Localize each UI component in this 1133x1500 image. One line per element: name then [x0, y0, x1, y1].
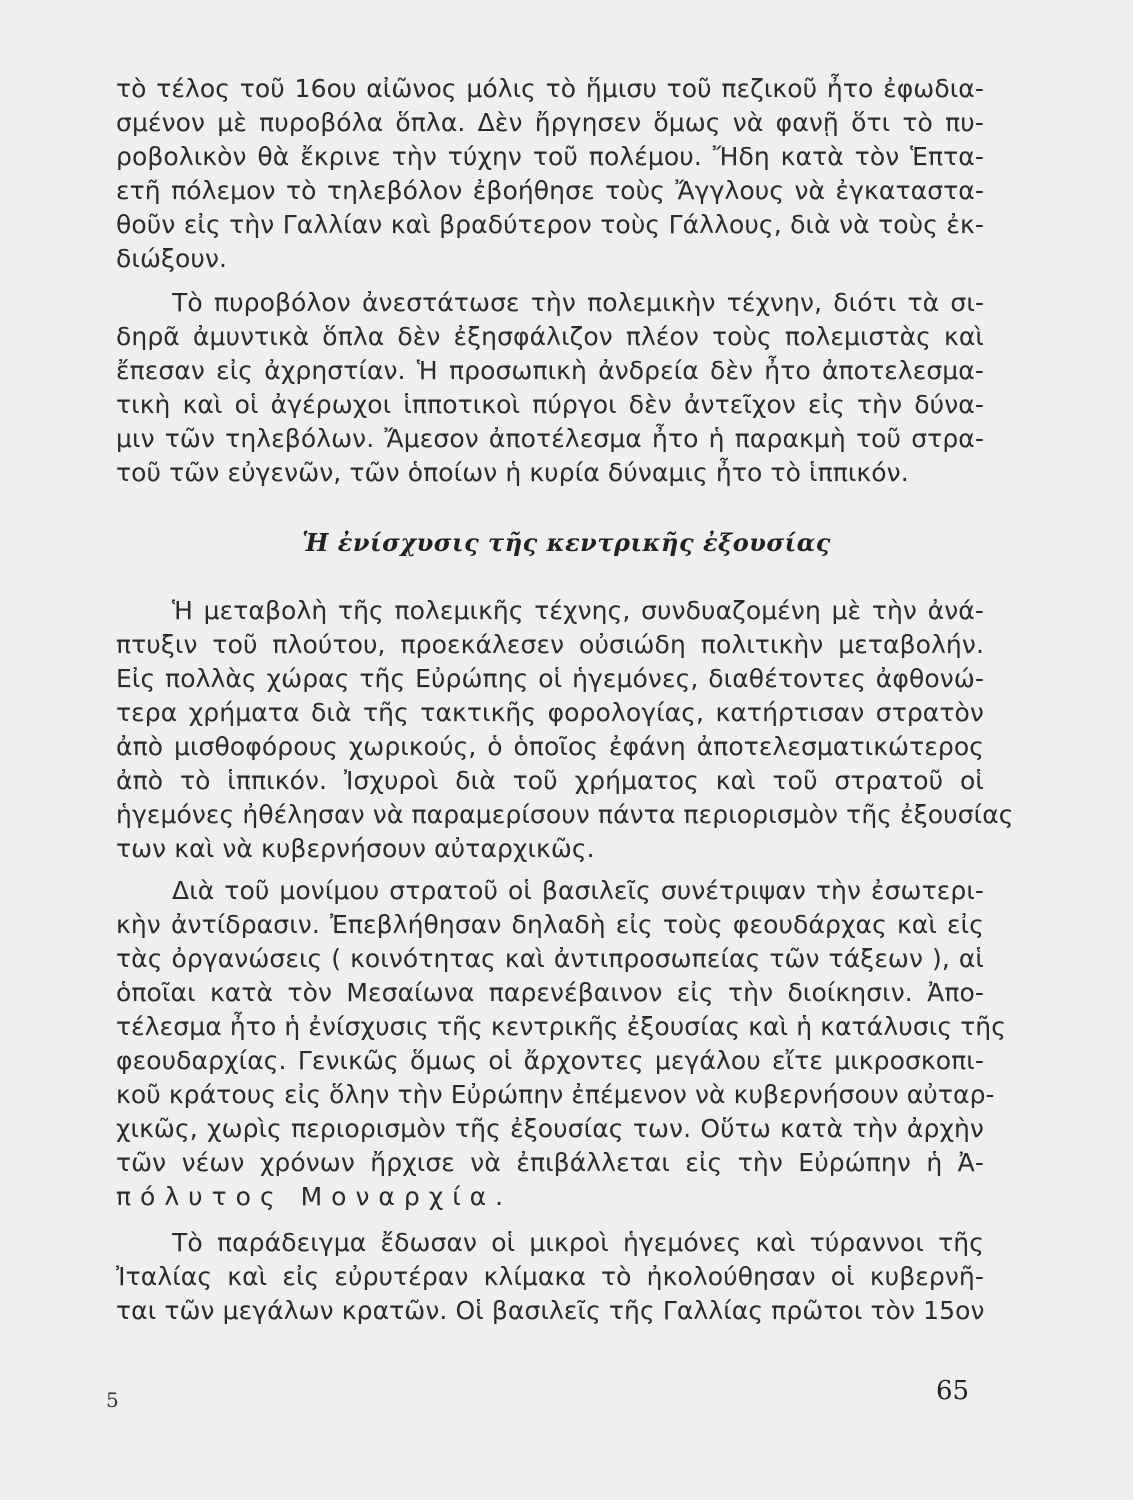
- text-line: τοῦ τῶν εὐγενῶν, τῶν ὁποίων ἡ κυρία δύναμις ἦτο τὸ ἱππικόν.: [116, 458, 909, 487]
- paragraph-5: [116, 1226, 984, 1328]
- text-line: τικὴ καὶ οἱ ἀγέρωχοι ἱπποτικοὶ πύργοι δὲν ἀντεῖχον εἰς τὴν δύνα-: [116, 390, 984, 419]
- text-line: Εἰς πολλὰς χώρας τῆς Εὐρώπης οἱ ἡγεμόνες, διαθέτοντες ἀφθονώ-: [116, 664, 984, 693]
- text-line: μιν τῶν τηλεβόλων. Ἄμεσον ἀποτέλεσμα ἦτο ἡ παρακμὴ τοῦ στρα-: [116, 424, 984, 453]
- paragraph-1: [116, 72, 984, 276]
- spaced-phrase: πόλυτος Μοναρχία: [116, 1182, 496, 1211]
- signature-mark: 5: [106, 1388, 119, 1412]
- text-line: των καὶ νὰ κυβερνήσουν αὐταρχικῶς.: [116, 834, 595, 863]
- sentence-end: .: [495, 1182, 504, 1211]
- text-line: ἀπὸ μισθοφόρους χωρικούς, ὁ ὁποῖος ἐφάνη ἀποτελεσματικώτερος: [116, 732, 984, 761]
- text-line: Τὸ παράδειγμα ἔδωσαν οἱ μικροὶ ἡγεμόνες καὶ τύραννοι τῆς: [172, 1228, 984, 1257]
- text-line: ἀπὸ τὸ ἱππικόν. Ἰσχυροὶ διὰ τοῦ χρήματος καὶ τοῦ στρατοῦ οἱ: [116, 766, 984, 795]
- text-line: κὴν ἀντίδρασιν. Ἐπεβλήθησαν δηλαδὴ εἰς τοὺς φεουδάρχας καὶ εἰς: [116, 910, 984, 939]
- text-line: τέλεσμα ἦτο ἡ ἐνίσχυσις τῆς κεντρικῆς ἐξουσίας καὶ ἡ κατάλυσις τῆς: [116, 1012, 1007, 1041]
- text-line: ται τῶν μεγάλων κρατῶν. Οἱ βασιλεῖς τῆς Γαλλίας πρῶτοι τὸν 15ον: [116, 1296, 985, 1325]
- text-line: τὰς ὀργανώσεις ( κοινότητας καὶ ἀντιπροσωπείας τῶν τάξεων ), αἱ: [116, 944, 984, 973]
- text-line: ἡγεμόνες ἠθέλησαν νὰ παραμερίσουν πάντα περιορισμὸν τῆς ἐξουσίας: [116, 800, 1014, 829]
- text-line: πτυξιν τοῦ πλούτου, προεκάλεσεν οὐσιώδη πολιτικὴν μεταβολήν.: [116, 630, 984, 659]
- text-line: τῶν νέων χρόνων ἤρχισε νὰ ἐπιβάλλεται εἰς τὴν Εὐρώπην ἡ Ἀ-: [116, 1148, 984, 1177]
- paragraph-3: [116, 594, 1014, 866]
- paragraph-4: [116, 874, 1007, 1214]
- text-line: τὸ τέλος τοῦ 16ου αἰῶνος μόλις τὸ ἥμισυ τοῦ πεζικοῦ ἦτο ἐφωδια-: [116, 74, 984, 103]
- text-line: τερα χρήματα διὰ τῆς τακτικῆς φορολογίας, κατήρτισαν στρατὸν: [116, 698, 984, 727]
- text-line: Τὸ πυροβόλον ἀνεστάτωσε τὴν πολεμικὴν τέχνην, διότι τὰ σι-: [172, 288, 984, 317]
- paragraph-2: [116, 286, 984, 490]
- text-line: ἔπεσαν εἰς ἀχρηστίαν. Ἡ προσωπικὴ ἀνδρεία δὲν ἦτο ἀποτελεσμα-: [116, 356, 984, 385]
- text-line: ροβολικὸν θὰ ἔκρινε τὴν τύχην τοῦ πολέμου. Ἤδη κατὰ τὸν Ἑπτα-: [116, 142, 984, 171]
- text-line: Ἡ μεταβολὴ τῆς πολεμικῆς τέχνης, συνδυαζομένη μὲ τὴν ἀνά-: [172, 596, 984, 625]
- text-line: φεουδαρχίας. Γενικῶς ὅμως οἱ ἄρχοντες μεγάλου εἴτε μικροσκοπι-: [116, 1046, 984, 1075]
- text-line: διώξουν.: [116, 244, 228, 273]
- text-line: Ἰταλίας καὶ εἰς εὐρυτέραν κλίμακα τὸ ἠκολούθησαν οἱ κυβερνῆ-: [116, 1262, 984, 1291]
- text-line: κοῦ κράτους εἰς ὅλην τὴν Εὐρώπην ἐπέμενον νὰ κυβερνήσουν αὐταρ-: [116, 1080, 995, 1109]
- text-line: Διὰ τοῦ μονίμου στρατοῦ οἱ βασιλεῖς συνέτριψαν τὴν ἐσωτερι-: [172, 876, 984, 905]
- text-line: ετῆ πόλεμον τὸ τηλεβόλον ἐβοήθησε τοὺς Ἄγγλους νὰ ἐγκαταστα-: [116, 176, 984, 205]
- text-line: ὁποῖαι κατὰ τὸν Μεσαίωνα παρενέβαινον εἰς τὴν διοίκησιν. Ἀπο-: [116, 978, 984, 1007]
- section-heading: Ἡ ἐνίσχυσις τῆς κεντρικῆς ἐξουσίας: [302, 528, 831, 557]
- text-line: σμένον μὲ πυροβόλα ὅπλα. Δὲν ἤργησεν ὅμως νὰ φανῇ ὅτι τὸ πυ-: [116, 108, 984, 137]
- text-line: δηρᾶ ἀμυντικὰ ὅπλα δὲν ἐξησφάλιζον πλέον τοὺς πολεμιστὰς καὶ: [116, 322, 984, 351]
- text-line: θοῦν εἰς τὴν Γαλλίαν καὶ βραδύτερον τοὺς Γάλλους, διὰ νὰ τοὺς ἐκ-: [116, 210, 984, 239]
- page-number: 65: [936, 1376, 970, 1406]
- text-line: χικῶς, χωρὶς περιορισμὸν τῆς ἐξουσίας των. Οὕτω κατὰ τὴν ἀρχὴν: [116, 1114, 984, 1143]
- text-line: [116, 1180, 984, 1214]
